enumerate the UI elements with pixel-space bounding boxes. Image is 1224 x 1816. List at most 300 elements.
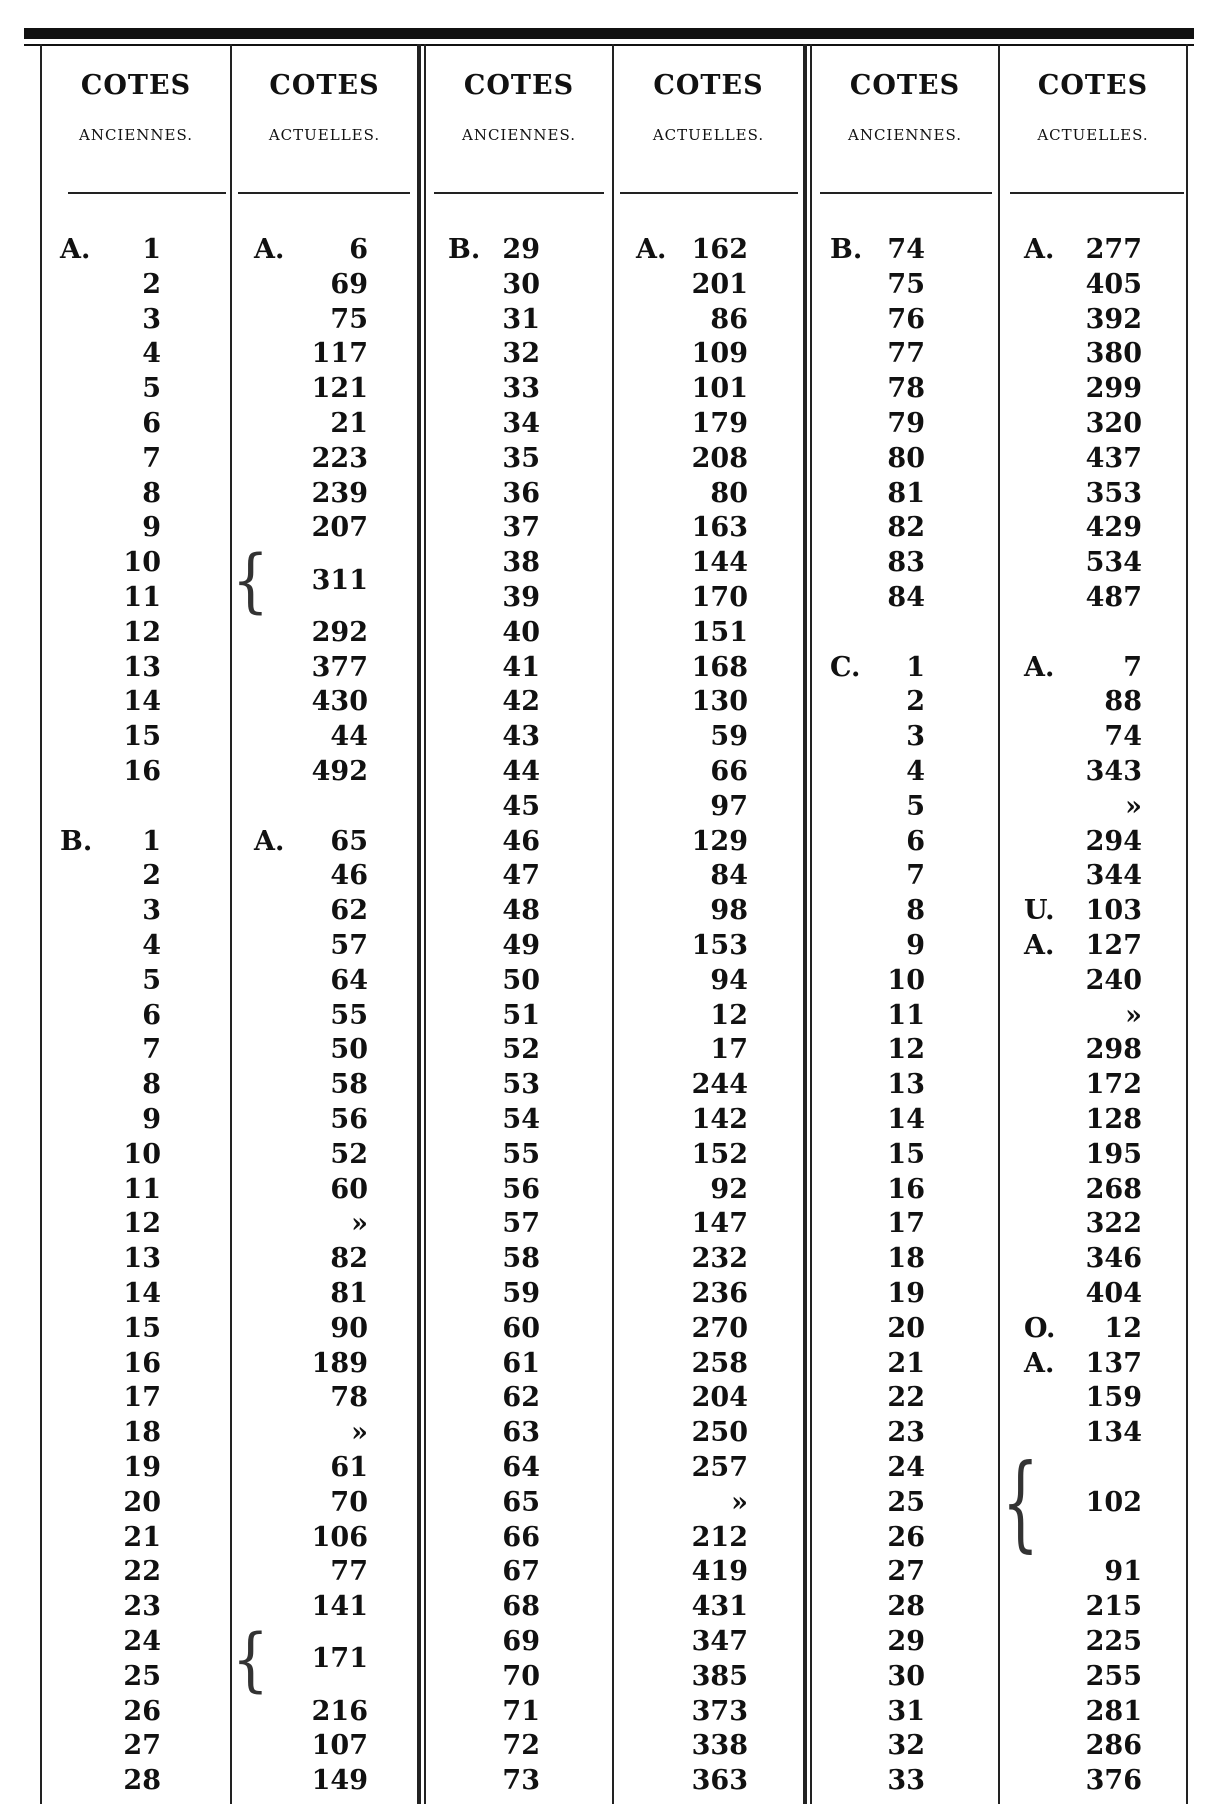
column-header-subtitle: ACTUELLES. — [268, 126, 381, 144]
cote-number: 13 — [123, 1243, 161, 1275]
brace-icon: { — [1002, 1440, 1039, 1564]
column-divider — [230, 44, 232, 1804]
cote-number: 33 — [502, 373, 540, 405]
cote-number: 59 — [502, 1278, 540, 1309]
cote-number: 268 — [1085, 1173, 1142, 1205]
cote-number: 68 — [502, 1591, 540, 1623]
brace-icon: { — [232, 539, 269, 621]
cote-number: 8 — [142, 1069, 161, 1101]
series-prefix: A. — [254, 825, 285, 857]
cote-number: 147 — [691, 1208, 748, 1240]
header-underline — [68, 192, 226, 194]
cote-number: 363 — [691, 1765, 748, 1797]
cote-number: 80 — [710, 477, 748, 509]
cote-number: 3 — [906, 721, 925, 753]
cote-number: 292 — [311, 616, 368, 648]
cote-number: 70 — [502, 1660, 540, 1692]
cote-number: 162 — [691, 234, 748, 265]
cote-number: 344 — [1085, 860, 1142, 892]
cote-number: 57 — [330, 930, 368, 961]
cote-number: 7 — [142, 442, 161, 474]
merged-cote-number: 102 — [1085, 1486, 1142, 1518]
cote-number: 28 — [887, 1591, 925, 1623]
cote-number: 9 — [906, 930, 925, 961]
cote-number: 47 — [502, 860, 540, 892]
header-underline — [620, 192, 798, 194]
cote-number: 8 — [906, 895, 925, 927]
cote-number: 346 — [1085, 1243, 1142, 1275]
cote-number: 258 — [691, 1347, 748, 1379]
cote-number: 27 — [123, 1730, 161, 1762]
cote-number: 86 — [710, 303, 748, 335]
cote-number: 51 — [502, 999, 540, 1031]
cote-number: 27 — [887, 1556, 925, 1588]
cote-number: 29 — [887, 1626, 925, 1657]
cote-number: 11 — [123, 582, 161, 613]
cote-number: 1 — [906, 651, 925, 683]
cote-number: 376 — [1085, 1765, 1142, 1797]
cote-number: 79 — [887, 408, 925, 439]
cote-number: 14 — [123, 686, 161, 718]
cote-number: 74 — [887, 234, 925, 265]
cote-number: 244 — [691, 1069, 748, 1101]
cote-number: 90 — [330, 1312, 368, 1344]
cote-number: 5 — [142, 373, 161, 405]
cote-number: 12 — [887, 1034, 925, 1066]
cote-number: 61 — [502, 1347, 540, 1379]
column-header-title: COTES — [1037, 70, 1149, 101]
cote-number: 60 — [502, 1312, 540, 1344]
header-underline — [238, 192, 410, 194]
cote-number: 41 — [502, 651, 540, 683]
cote-number: 20 — [887, 1312, 925, 1344]
cote-number: 270 — [691, 1312, 748, 1344]
series-prefix: B. — [830, 234, 863, 265]
column-header-title: COTES — [463, 70, 575, 101]
cote-number: 64 — [502, 1452, 540, 1483]
cote-number: 75 — [330, 303, 368, 335]
series-prefix: A. — [1024, 651, 1055, 683]
cote-number: 487 — [1085, 582, 1142, 613]
cote-number: 18 — [123, 1417, 161, 1449]
cote-number: 257 — [691, 1452, 748, 1483]
cote-number: 49 — [502, 930, 540, 961]
series-prefix: O. — [1024, 1312, 1056, 1344]
cote-number: 392 — [1085, 303, 1142, 335]
cote-number: 223 — [311, 442, 368, 474]
series-prefix: A. — [60, 234, 91, 265]
cote-number: 437 — [1085, 442, 1142, 474]
column-divider — [612, 44, 614, 1804]
cote-number: 23 — [123, 1591, 161, 1623]
cote-number: 201 — [691, 268, 748, 300]
cote-number: 40 — [502, 616, 540, 648]
cote-number: 216 — [311, 1695, 368, 1727]
cote-number: 23 — [887, 1417, 925, 1449]
cote-number: 81 — [330, 1278, 368, 1309]
cote-number: 128 — [1085, 1104, 1142, 1135]
cote-number: 56 — [502, 1173, 540, 1205]
cote-number: 52 — [502, 1034, 540, 1066]
cote-number: 179 — [691, 408, 748, 439]
double-column-divider — [424, 44, 426, 1804]
cote-number: 10 — [123, 1138, 161, 1170]
cote-number: 82 — [330, 1243, 368, 1275]
cote-number: 2 — [906, 686, 925, 718]
cote-number: 20 — [123, 1486, 161, 1518]
header-underline — [434, 192, 604, 194]
cote-number: 63 — [502, 1417, 540, 1449]
cote-number: 130 — [691, 686, 748, 718]
cote-number: 17 — [123, 1382, 161, 1414]
cote-number: 137 — [1085, 1347, 1142, 1379]
cote-number: 91 — [1104, 1556, 1142, 1588]
cote-number: 18 — [887, 1243, 925, 1275]
series-prefix: B. — [448, 234, 481, 265]
cote-number: 7 — [1123, 651, 1142, 683]
cote-number: 16 — [887, 1173, 925, 1205]
cote-number: 153 — [691, 930, 748, 961]
cote-number: 129 — [691, 825, 748, 857]
cote-number: 77 — [887, 338, 925, 370]
cote-number: 84 — [710, 860, 748, 892]
cote-number: 151 — [691, 616, 748, 648]
cote-number: 534 — [1085, 547, 1142, 579]
column-header-subtitle: ANCIENNES. — [847, 126, 963, 144]
cote-number: » — [731, 1486, 748, 1518]
cote-number: 81 — [887, 477, 925, 509]
cote-number: 16 — [123, 1347, 161, 1379]
cote-number: 54 — [502, 1104, 540, 1135]
series-prefix: A. — [1024, 234, 1055, 265]
cote-number: 101 — [691, 373, 748, 405]
cote-number: 64 — [330, 964, 368, 996]
top-thick-rule — [24, 28, 1194, 39]
cote-number: 17 — [710, 1034, 748, 1066]
cote-number: 46 — [502, 825, 540, 857]
cote-number: 4 — [142, 338, 161, 370]
cote-number: 58 — [330, 1069, 368, 1101]
cote-number: 56 — [330, 1104, 368, 1135]
cote-number: 144 — [691, 547, 748, 579]
cote-number: 78 — [887, 373, 925, 405]
series-prefix: A. — [636, 234, 667, 265]
cote-number: 149 — [311, 1765, 368, 1797]
cote-number: 250 — [691, 1417, 748, 1449]
column-header-title: COTES — [849, 70, 961, 101]
cote-number: 38 — [502, 547, 540, 579]
cote-number: 212 — [691, 1521, 748, 1553]
cote-number: 57 — [502, 1208, 540, 1240]
cote-number: 39 — [502, 582, 540, 613]
cote-number: 61 — [330, 1452, 368, 1483]
cote-number: 92 — [710, 1173, 748, 1205]
cote-number: 35 — [502, 442, 540, 474]
cote-number: 5 — [906, 790, 925, 822]
cote-number: 377 — [311, 651, 368, 683]
cote-number: 31 — [502, 303, 540, 335]
cote-number: 109 — [691, 338, 748, 370]
cote-number: 189 — [311, 1347, 368, 1379]
cote-number: 13 — [123, 651, 161, 683]
cote-number: 106 — [311, 1521, 368, 1553]
cote-number: 74 — [1104, 721, 1142, 753]
cote-number: 78 — [330, 1382, 368, 1414]
cote-number: 404 — [1085, 1278, 1142, 1309]
cote-number: 121 — [311, 373, 368, 405]
cote-number: 50 — [502, 964, 540, 996]
header-underline — [1010, 192, 1184, 194]
cote-number: 12 — [710, 999, 748, 1031]
cote-number: 405 — [1085, 268, 1142, 300]
cote-number: 72 — [502, 1730, 540, 1762]
cote-number: 225 — [1085, 1626, 1142, 1657]
cote-number: 69 — [330, 268, 368, 300]
series-prefix: A. — [254, 234, 285, 265]
cote-number: 215 — [1085, 1591, 1142, 1623]
cote-number: 26 — [887, 1521, 925, 1553]
cote-number: 142 — [691, 1104, 748, 1135]
cote-number: 73 — [502, 1765, 540, 1797]
cote-number: 59 — [710, 721, 748, 753]
cote-number: » — [351, 1208, 368, 1240]
cote-number: 44 — [502, 756, 540, 787]
cote-number: 26 — [123, 1695, 161, 1727]
cote-number: 343 — [1085, 756, 1142, 787]
cote-number: 294 — [1085, 825, 1142, 857]
cote-number: 117 — [311, 338, 368, 370]
cote-number: 58 — [502, 1243, 540, 1275]
brace-icon: { — [232, 1617, 269, 1700]
cote-number: 52 — [330, 1138, 368, 1170]
cote-number: 15 — [123, 1312, 161, 1344]
cote-number: 22 — [887, 1382, 925, 1414]
cote-number: 4 — [906, 756, 925, 787]
table-right-border — [1186, 44, 1188, 1804]
cote-number: 24 — [123, 1626, 161, 1657]
cote-number: 30 — [502, 268, 540, 300]
cote-number: 1 — [142, 825, 161, 857]
cote-number: 65 — [502, 1486, 540, 1518]
cote-number: 30 — [887, 1660, 925, 1692]
cote-number: 299 — [1085, 373, 1142, 405]
cote-number: 7 — [142, 1034, 161, 1066]
cote-number: 6 — [142, 408, 161, 439]
cote-number: 277 — [1085, 234, 1142, 265]
cote-number: 8 — [142, 477, 161, 509]
cote-number: 66 — [710, 756, 748, 787]
cote-number: 19 — [123, 1452, 161, 1483]
cote-number: 32 — [887, 1730, 925, 1762]
cote-number: 36 — [502, 477, 540, 509]
column-header-subtitle: ACTUELLES. — [1037, 126, 1149, 144]
cote-number: 94 — [710, 964, 748, 996]
cote-number: 83 — [887, 547, 925, 579]
cote-number: 70 — [330, 1486, 368, 1518]
cote-number: 11 — [887, 999, 925, 1031]
series-prefix: A. — [1024, 1347, 1055, 1379]
cote-number: 55 — [502, 1138, 540, 1170]
top-thin-rule — [24, 44, 1194, 46]
series-prefix: C. — [830, 651, 861, 683]
cote-number: » — [1125, 999, 1142, 1031]
cote-number: 134 — [1085, 1417, 1142, 1449]
column-header-subtitle: ACTUELLES. — [652, 126, 765, 144]
merged-cote-number: 171 — [311, 1643, 368, 1675]
cote-number: 15 — [123, 721, 161, 753]
cote-number: 14 — [887, 1104, 925, 1135]
series-prefix: A. — [1024, 930, 1055, 961]
cote-number: 107 — [311, 1730, 368, 1762]
column-header-subtitle: ANCIENNES. — [78, 126, 194, 144]
cote-number: 37 — [502, 512, 540, 544]
cote-number: 320 — [1085, 408, 1142, 439]
cote-number: 69 — [502, 1626, 540, 1657]
cote-number: 33 — [887, 1765, 925, 1797]
cote-number: 9 — [142, 512, 161, 544]
cote-number: 25 — [887, 1486, 925, 1518]
cote-number: 75 — [887, 268, 925, 300]
cote-number: 152 — [691, 1138, 748, 1170]
column-header-title: COTES — [80, 70, 192, 101]
cote-number: 16 — [123, 756, 161, 787]
cote-number: » — [1125, 790, 1142, 822]
cote-number: 97 — [710, 790, 748, 822]
cote-number: 239 — [311, 477, 368, 509]
cote-number: 11 — [123, 1173, 161, 1205]
merged-cote-number: 311 — [311, 564, 368, 596]
cote-number: 170 — [691, 582, 748, 613]
cote-number: 419 — [691, 1556, 748, 1588]
cote-number: 2 — [142, 860, 161, 892]
cote-number: 159 — [1085, 1382, 1142, 1414]
cote-number: 45 — [502, 790, 540, 822]
cote-number: 380 — [1085, 338, 1142, 370]
cote-number: 10 — [887, 964, 925, 996]
cote-number: 163 — [691, 512, 748, 544]
cote-number: 28 — [123, 1765, 161, 1797]
cote-number: 127 — [1085, 930, 1142, 961]
cote-number: 240 — [1085, 964, 1142, 996]
column-divider — [998, 44, 1000, 1804]
cote-number: 34 — [502, 408, 540, 439]
cote-number: 71 — [502, 1695, 540, 1727]
cote-number: 141 — [311, 1591, 368, 1623]
cote-number: 31 — [887, 1695, 925, 1727]
cote-number: 42 — [502, 686, 540, 718]
cote-number: 80 — [887, 442, 925, 474]
cote-number: 195 — [1085, 1138, 1142, 1170]
cote-number: 55 — [330, 999, 368, 1031]
cote-number: 98 — [710, 895, 748, 927]
cote-number: 48 — [502, 895, 540, 927]
cote-number: 255 — [1085, 1660, 1142, 1692]
cote-number: 3 — [142, 303, 161, 335]
cote-number: 14 — [123, 1278, 161, 1309]
column-header-title: COTES — [269, 70, 380, 101]
column-header-title: COTES — [653, 70, 764, 101]
cote-number: 21 — [887, 1347, 925, 1379]
cote-number: 5 — [142, 964, 161, 996]
cote-number: 21 — [330, 408, 368, 439]
cote-number: 1 — [142, 234, 161, 265]
cote-number: » — [351, 1417, 368, 1449]
cote-number: 353 — [1085, 477, 1142, 509]
cote-number: 76 — [887, 303, 925, 335]
double-column-divider — [810, 44, 812, 1804]
cote-number: 65 — [330, 825, 368, 857]
double-column-divider — [417, 44, 421, 1804]
cote-number: 53 — [502, 1069, 540, 1101]
cote-number: 298 — [1085, 1034, 1142, 1066]
cote-number: 12 — [1104, 1312, 1142, 1344]
table-left-border — [40, 44, 42, 1804]
cote-number: 44 — [330, 721, 368, 753]
cote-number: 172 — [1085, 1069, 1142, 1101]
cote-number: 286 — [1085, 1730, 1142, 1762]
series-prefix: B. — [60, 825, 93, 857]
cote-number: 2 — [142, 268, 161, 300]
cote-number: 10 — [123, 547, 161, 579]
cote-number: 347 — [691, 1626, 748, 1657]
column-header-subtitle: ANCIENNES. — [461, 126, 577, 144]
cote-number: 32 — [502, 338, 540, 370]
cote-number: 50 — [330, 1034, 368, 1066]
cote-number: 322 — [1085, 1208, 1142, 1240]
cote-number: 12 — [123, 1208, 161, 1240]
cote-number: 204 — [691, 1382, 748, 1414]
cote-number: 66 — [502, 1521, 540, 1553]
cote-number: 17 — [887, 1208, 925, 1240]
cote-number: 208 — [691, 442, 748, 474]
cote-number: 103 — [1085, 895, 1142, 927]
series-prefix: U. — [1024, 895, 1055, 927]
cote-number: 19 — [887, 1278, 925, 1309]
cote-number: 84 — [887, 582, 925, 613]
cote-number: 29 — [502, 234, 540, 265]
cote-number: 373 — [691, 1695, 748, 1727]
cote-number: 67 — [502, 1556, 540, 1588]
cote-number: 82 — [887, 512, 925, 544]
cote-number: 431 — [691, 1591, 748, 1623]
cote-number: 4 — [142, 930, 161, 961]
cote-number: 429 — [1085, 512, 1142, 544]
cote-number: 492 — [311, 756, 368, 787]
cote-number: 15 — [887, 1138, 925, 1170]
cote-number: 21 — [123, 1521, 161, 1553]
cote-number: 6 — [349, 234, 368, 265]
cote-number: 62 — [330, 895, 368, 927]
cote-number: 22 — [123, 1556, 161, 1588]
cote-number: 3 — [142, 895, 161, 927]
header-underline — [820, 192, 992, 194]
cote-number: 88 — [1104, 686, 1142, 718]
cote-number: 207 — [311, 512, 368, 544]
cote-number: 7 — [906, 860, 925, 892]
cote-number: 46 — [330, 860, 368, 892]
cote-number: 13 — [887, 1069, 925, 1101]
cote-number: 430 — [311, 686, 368, 718]
cote-number: 60 — [330, 1173, 368, 1205]
cote-number: 6 — [142, 999, 161, 1031]
double-column-divider — [803, 44, 807, 1804]
cote-number: 12 — [123, 616, 161, 648]
cote-number: 9 — [142, 1104, 161, 1135]
cote-number: 338 — [691, 1730, 748, 1762]
cote-number: 43 — [502, 721, 540, 753]
cote-number: 236 — [691, 1278, 748, 1309]
cote-number: 62 — [502, 1382, 540, 1414]
